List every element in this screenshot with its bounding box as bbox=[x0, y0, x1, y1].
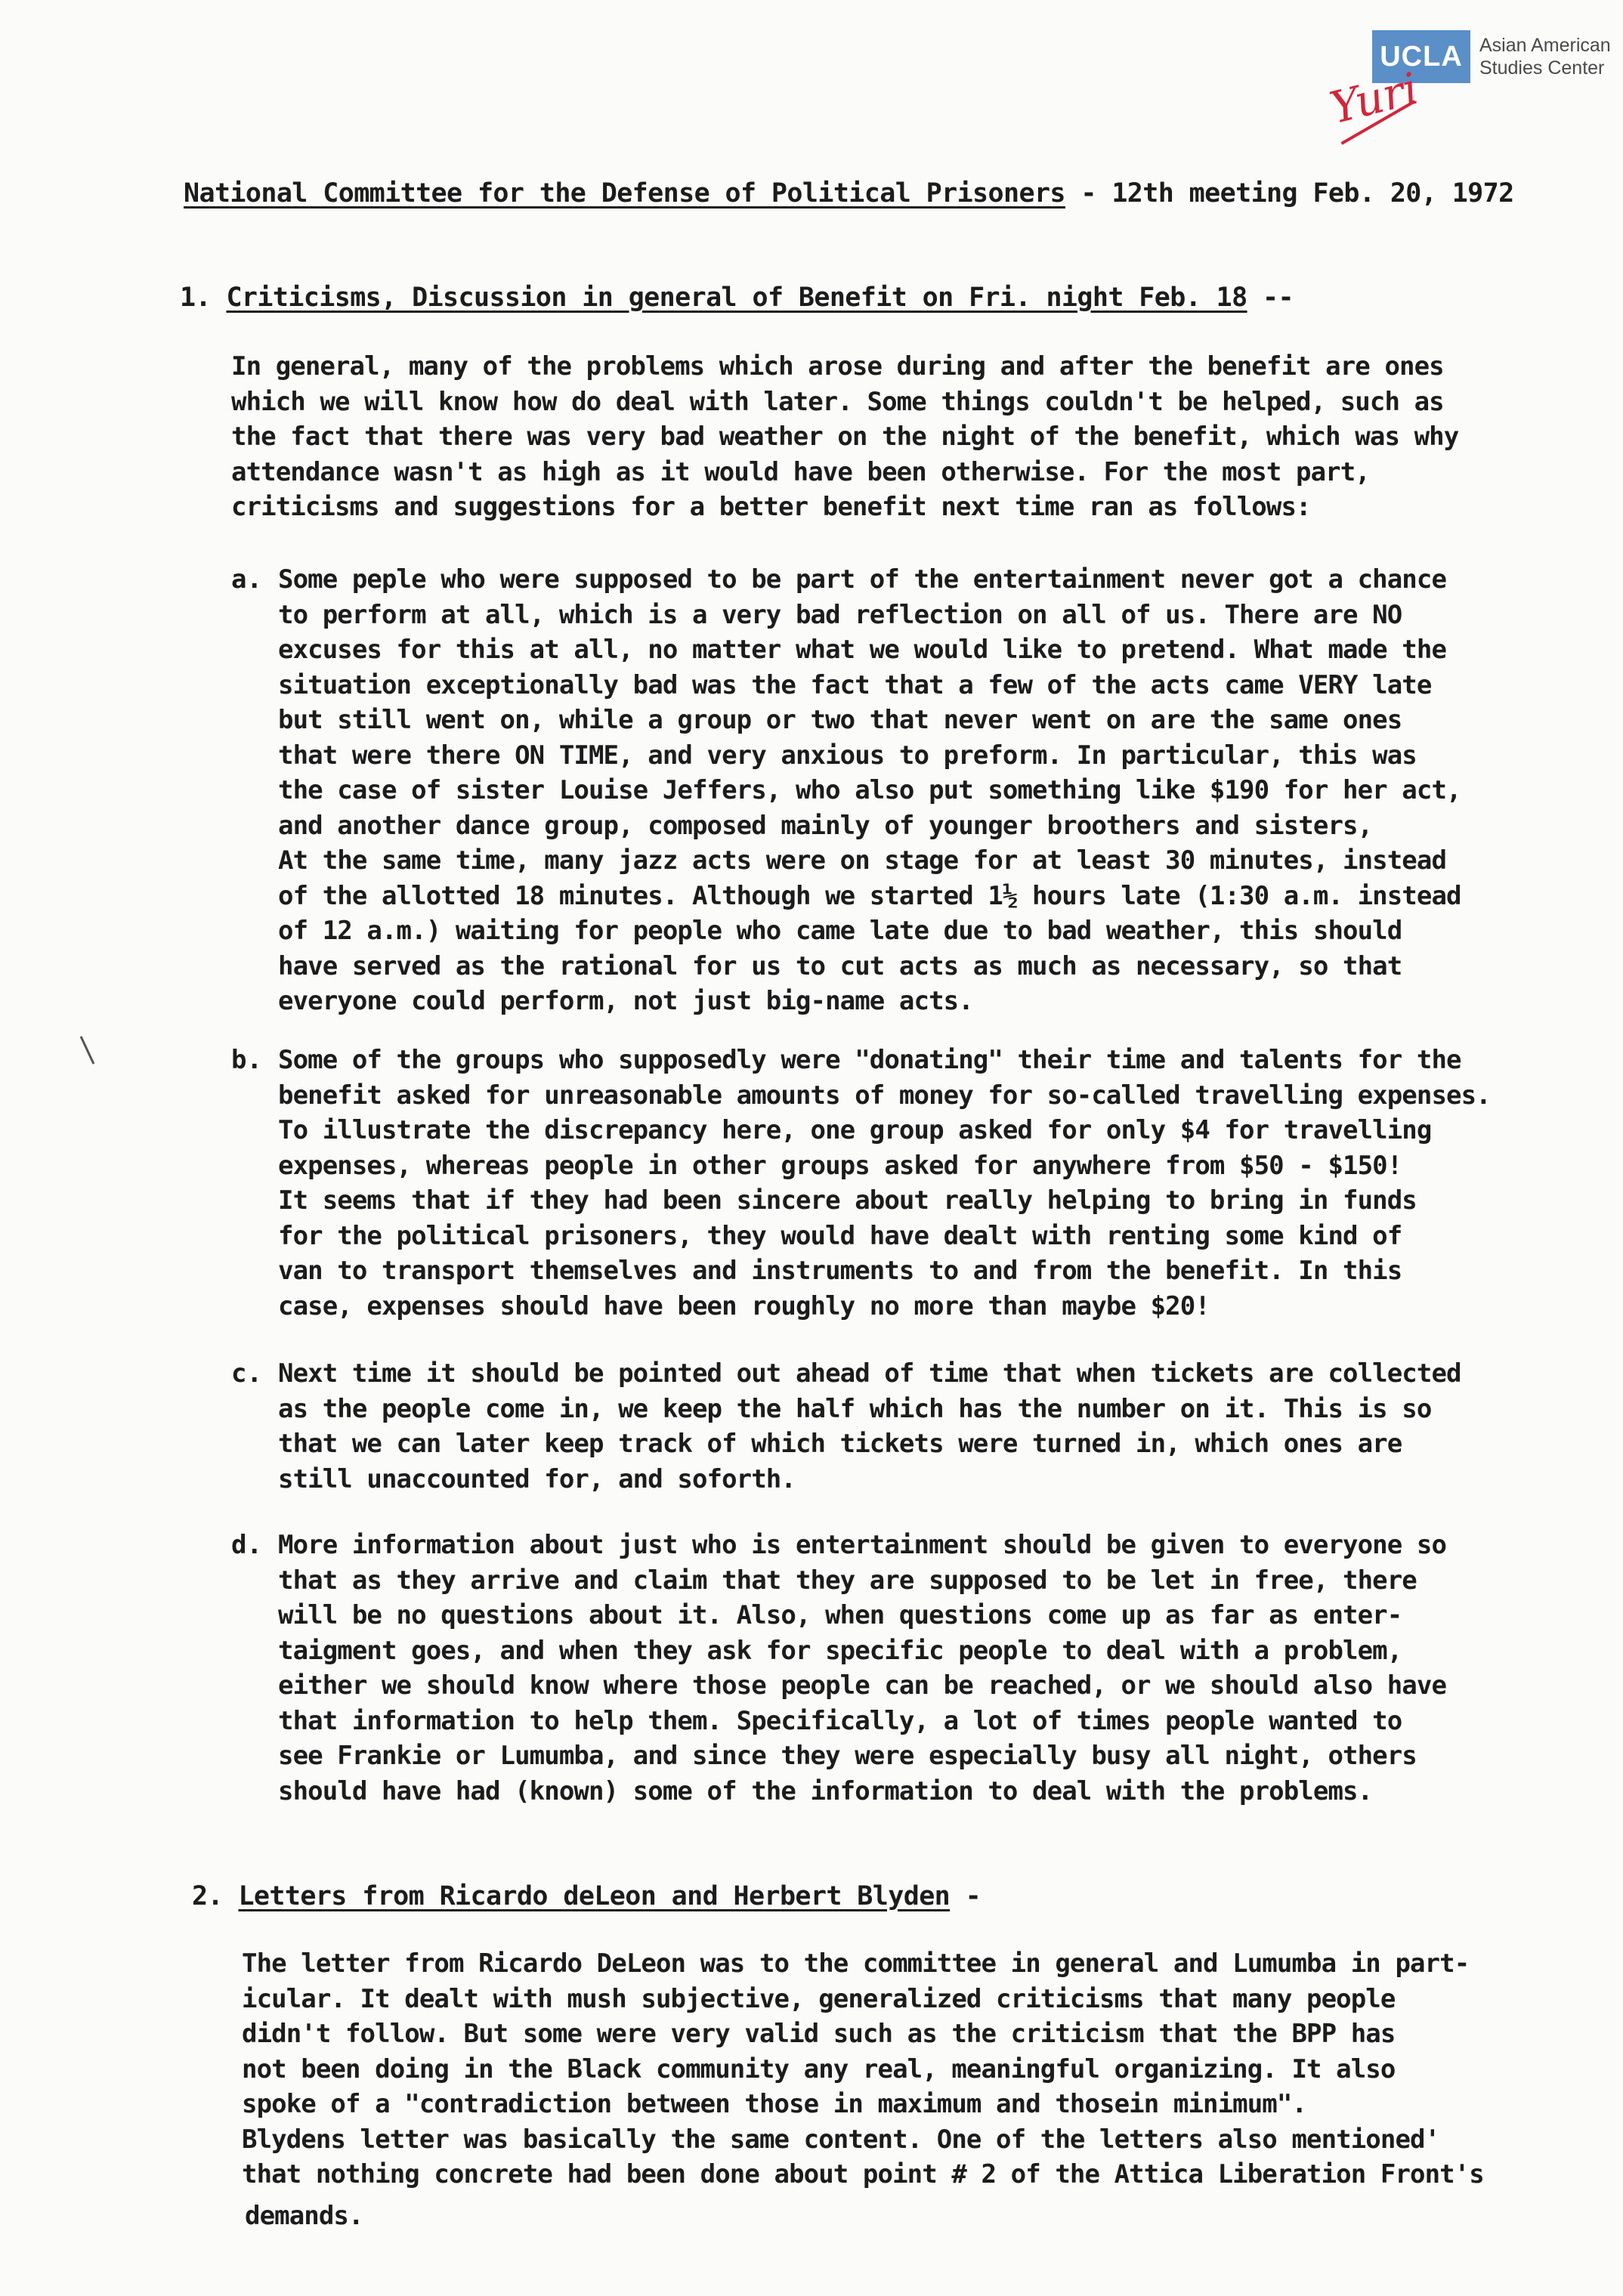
section-2-body: The letter from Ricardo DeLeon was to the committee in general and Lumumba in part- icular. It dealt with mush subjective, generalized criticisms that many people didn't follow. But some were very valid such as the criticism that the BPP has not been doing in the Black community any real, meaningful organizing. It also spoke of a "contradiction between those in maximum and thosein minimum". Blydens letter was basically the same content. One of the letters also mentioned' that nothing concrete had been done about point # 2 of the Attica Liberation Front's bbox=[242, 1948, 1484, 2189]
list-marker: b. bbox=[231, 1045, 262, 1075]
title-main: National Committee for the Defense of Political Prisoners bbox=[184, 178, 1065, 209]
title-meeting: - 12th meeting Feb. 20, 1972 bbox=[1065, 178, 1514, 209]
ucla-wordmark: UCLA bbox=[1372, 30, 1470, 83]
section-2-heading bbox=[192, 1881, 981, 1911]
list-marker: d. bbox=[231, 1530, 262, 1560]
logo-caption-line-1: Asian American bbox=[1479, 35, 1611, 56]
document-title bbox=[184, 178, 1514, 209]
handwritten-annotation: Yuri bbox=[1325, 62, 1424, 134]
logo-caption-line-2: Studies Center bbox=[1479, 57, 1605, 79]
section-1-title-tail: -- bbox=[1247, 283, 1294, 313]
logo-caption bbox=[1479, 34, 1611, 79]
paper-mark bbox=[80, 1036, 95, 1065]
section-2-last-line: demands. bbox=[245, 2201, 363, 2231]
section-2-title: Letters from Ricardo deLeon and Herbert Blyden bbox=[238, 1881, 951, 1911]
section-1-intro: In general, many of the problems which arose during and after the benefit are ones which we will know how do deal with later. Some things couldn't be helped, such as the fact that there was very bad weather on the night of the benefit, which was why attendance wasn't as high as it would have been otherwise. For the most part, criticisms and suggestions for a better benefit next time ran as follows: bbox=[231, 351, 1459, 522]
section-1-heading bbox=[180, 283, 1294, 313]
section-2-title-tail: - bbox=[950, 1881, 982, 1911]
section-1-number: 1. bbox=[180, 283, 211, 313]
list-item-text: Some peple who were supposed to be part of the entertainment never got a chance to perform at all, which is a very bad reflection on all of us. There are NO excuses for this at all, no matter what we would like to pretend. What made the situation exceptionally bad was the fact that a few of the acts came VERY late but still went on, while a group or two that never went on are the same ones that were there ON TIME, and very anxious to preform. In particular, this was the case of sister Louise Jeffers, who also put something like $190 for her act, and another dance group, composed mainly of younger broothers and sisters, At the same time, many jazz acts were on stage for at least 30 minutes, instead of the allotted 18 minutes. Although we started 1½ hours late (1:30 a.m. instead of 12 a.m.) waiting for people who came late due to bad weather, this should have served as the rational for us to cut acts as much as necessary, so that everyone could perform, not just big-name acts. bbox=[278, 564, 1461, 1016]
section-1-title: Criticisms, Discussion in general of Benefit on Fri. night Feb. 18 bbox=[226, 283, 1247, 313]
list-marker: c. bbox=[231, 1358, 262, 1389]
section-2-number: 2. bbox=[192, 1881, 223, 1911]
list-item-text: Some of the groups who supposedly were "donating" their time and talents for the benefit asked for unreasonable amounts of money for so-called travelling expenses. To illustrate the discrepancy here, one group asked for only $4 for travelling expenses, whereas people in other groups asked for anywhere from $50 - $150! It seems that if they had been sincere about really helping to bring in funds for the political prisoners, they would have dealt with renting some kind of van to transport themselves and instruments to and from the benefit. In this case, expenses should have been roughly no more than maybe $20! bbox=[278, 1045, 1491, 1321]
list-marker: a. bbox=[231, 564, 262, 595]
list-item-text: Next time it should be pointed out ahead of time that when tickets are collected as the people come in, we keep the half which has the number on it. This is so that we can later keep track of which tickets were turned in, which ones are still unaccounted for, and soforth. bbox=[278, 1358, 1461, 1494]
list-item-text: More information about just who is entertainment should be given to everyone so that as they arrive and claim that they are supposed to be let in free, there will be no questions about it. Also, when questions come up as far as enter- taigment goes, and when they ask for specific people to deal with a problem, either we should know where those people can be reached, or we should also have that information to help them. Specifically, a lot of times people wanted to see Frankie or Lumumba, and since they were especially busy all night, others should have had (known) some of the information to deal with the problems. bbox=[278, 1530, 1447, 1806]
